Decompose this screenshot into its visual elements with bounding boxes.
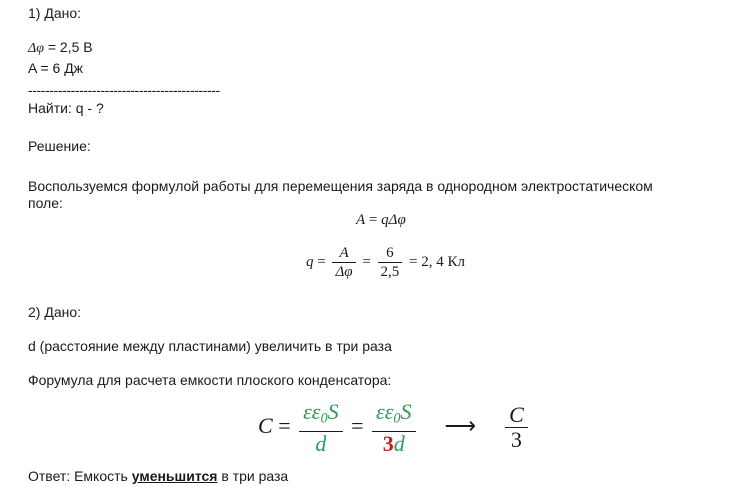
capacitance-lhs: C [258,412,273,438]
delta-phi-symbol: Δφ [28,41,44,56]
capacitance-eq1: = [272,412,297,438]
right-arrow-icon: ⟶ [444,412,477,438]
capacitance-eq2: = [345,412,370,438]
explanation-line-2: поле: [28,195,63,211]
area-symbol: S [327,399,339,424]
capacitance-fraction-modified-den [379,432,409,456]
charge-fraction-symbolic-den: Δφ [335,264,353,280]
delta-phi-value: = 2,5 В [43,39,93,55]
solution-label: Решение: [28,138,91,154]
given-work: A = 6 Дж [28,60,84,76]
epsilon-symbols: εε [376,399,394,424]
given-potential-difference [28,38,93,58]
capacitance-fraction-result-den: 3 [510,427,522,453]
charge-fraction-numeric [378,244,403,281]
part1-heading: 1) Дано: [28,5,82,21]
answer-prefix: Ответ: Емкость [28,468,132,484]
charge-formula [306,244,465,281]
epsilon-subscript: 0 [320,410,328,427]
tripling-factor: 3 [382,430,394,456]
find-statement: Найти: q - ? [28,100,104,116]
charge-formula-eq2: = [358,253,375,270]
capacitance-fraction-modified [372,400,416,456]
capacitance-fraction-modified-num [372,400,416,431]
capacitance-fraction-original-num [299,400,343,431]
capacitance-formula-label: Форумула для расчета емкости плоского конденсатора: [28,372,392,388]
capacitance-fraction-result-num: C [509,402,524,428]
charge-fraction-symbolic [332,244,355,281]
epsilon-symbols: εε [303,399,321,424]
work-formula-lhs: A [356,212,366,228]
capacitance-fraction-original [299,400,343,456]
answer-line [28,467,288,485]
part2-condition: d (расстояние между пластинами) увеличить в три раза [28,338,392,354]
distance-symbol: d [393,430,405,456]
explanation-line-1: Воспользуемся формулой работы для перемещения заряда в однородном электростатическом [28,178,653,194]
separator-line: --------------------------------------------- [28,82,220,98]
capacitance-formula [258,400,531,456]
work-formula [356,212,406,229]
epsilon-subscript: 0 [393,410,401,427]
answer-suffix: в три раза [217,468,289,484]
charge-result: = 2, 4 Кл [405,253,465,270]
charge-fraction-numeric-den: 2,5 [380,264,400,280]
charge-formula-lhs: q [306,253,314,270]
charge-fraction-symbolic-num: A [339,245,349,261]
part2-heading: 2) Дано: [28,304,82,320]
charge-fraction-numeric-num: 6 [386,245,394,261]
capacitance-fraction-original-den: d [315,430,327,456]
charge-formula-eq1: = [313,253,330,270]
work-formula-eq: = [365,212,382,228]
answer-emphasis: уменьшится [131,468,218,484]
work-formula-rhs: qΔφ [381,212,406,228]
capacitance-fraction-result [505,403,528,452]
area-symbol: S [400,399,412,424]
